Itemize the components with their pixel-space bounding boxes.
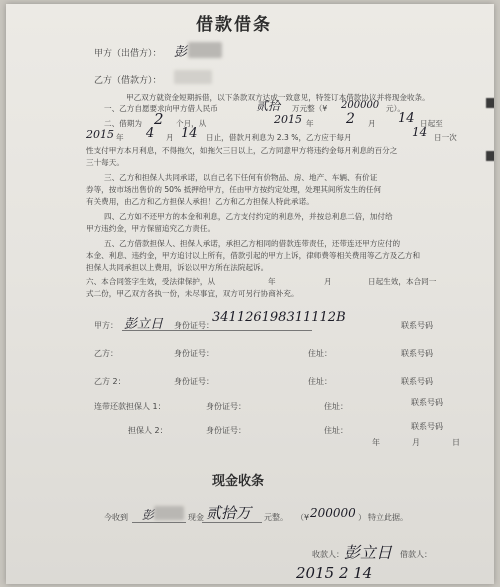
receipt-prefix: 今收到 [104, 513, 128, 522]
sig-address-label: 住址： [308, 377, 332, 386]
loan-contract-page [6, 4, 494, 584]
redacted-area [154, 506, 184, 520]
receipt-title: 现金收条 [212, 474, 265, 489]
page-mark [486, 151, 494, 161]
clause-4-line2: 甲方违约金，甲方保留追究乙方责任。 [86, 224, 216, 233]
clause-1-end: 元）。 [386, 104, 405, 113]
sig-address-label: 住址： [324, 426, 348, 435]
sig-party-guarantor-1: 连带还款担保人 1： [94, 402, 166, 411]
signer-id-number: 341126198311112B [212, 310, 346, 325]
sig-party-borrower: 乙方： [94, 349, 118, 358]
day-start-label: 日起至 [420, 119, 443, 128]
clause-2-rate: 日止，借款月利息为 2.3 %，乙方应于每月 [206, 133, 352, 142]
start-year: 2015 [274, 113, 302, 126]
sig-phone-label: 联系号码 [401, 321, 433, 330]
clause-5-line1: 五、乙方借款担保人、担保人承诺，承担乙方相同的借款连带责任，还带连还甲方应付的 [104, 239, 401, 248]
month-label: 月 [368, 119, 376, 128]
receipt-unit: 元整。 [264, 513, 288, 522]
sig-party-borrower-2: 乙方 2： [94, 377, 126, 386]
receipt-payer: 彭 [142, 508, 155, 522]
year-label: 年 [306, 119, 314, 128]
clause-6-effective: 日起生效，本合同一 [368, 277, 437, 286]
date-month-label: 月 [412, 438, 420, 447]
sig-id-label: 身份证号： [174, 349, 214, 358]
sig-address-label: 住址： [324, 402, 348, 411]
sig-party-guarantor-2: 担保人 2： [128, 426, 168, 435]
amount-number: 200000 [341, 100, 380, 111]
sig-id-label: 身份证号： [206, 426, 246, 435]
lender-label: 甲方（出借方）： [94, 49, 162, 59]
borrower-label: 乙方（借款方）： [94, 76, 162, 86]
clause-2-lead: 二、借期为 [104, 119, 142, 128]
redacted-area [174, 70, 212, 84]
clause-6-line2: 式二份，甲乙双方各执一份，未尽事宜，双方可另行协商补充。 [86, 289, 299, 298]
underline [132, 522, 186, 523]
sig-party-lender: 甲方： [94, 321, 118, 330]
contract-title: 借款借条 [196, 15, 272, 35]
pay-day: 14 [412, 125, 428, 139]
clause-3-line3: 有关费用，由乙方和乙方担保人承担！乙方和乙方担保人特此承诺。 [86, 197, 314, 206]
receipt-sign-date: 2015 2 14 [296, 564, 373, 582]
start-month: 2 [346, 111, 355, 127]
clause-2-from: 个月，从 [176, 119, 207, 128]
receiver-label: 收款人： [312, 550, 344, 559]
sig-phone-label: 联系号码 [411, 398, 443, 407]
clause-6-line1: 六、本合同签字生效，受法律保护，从 [86, 277, 216, 286]
sig-id-label: 身份证号： [206, 402, 246, 411]
receipt-amount-number: 200000 [310, 506, 356, 520]
year-label: 年 [116, 133, 124, 142]
end-year: 2015 [86, 128, 114, 141]
clause-2-end: 三十每天。 [86, 158, 124, 167]
clause-4-line1: 四、乙方如不还甲方的本金和利息，乙方支付约定的利息外，并按总利息二倍，加付给 [104, 212, 393, 221]
date-year-label: 年 [372, 438, 380, 447]
redacted-area [188, 42, 222, 58]
underline [202, 522, 262, 523]
sig-address-label: 住址： [308, 349, 332, 358]
clause-3-line2: 券等，按市场出售价的 50% 抵押给甲方，任由甲方按约定处理，处理其间所发生的任何 [86, 185, 382, 194]
start-day: 14 [398, 111, 415, 126]
receipt-cash: 现金 [188, 513, 204, 522]
underline [122, 330, 312, 331]
clause-5-line2: 本金、利息、违约金，甲方追讨以上所有，借款引起的甲方上诉，律师费等相关费用等乙方及乙方和 [86, 251, 421, 260]
year-label: 年 [268, 277, 276, 286]
sig-id-label: 身份证号： [174, 321, 214, 330]
sig-phone-label: 联系号码 [411, 422, 443, 431]
lender-signature: 彭立日 [124, 317, 164, 332]
date-day-label: 日 [452, 438, 460, 447]
intro-clause: 甲乙双方就资金短期拆借，以下条款双方达成一致意见，特签订本借款协议并将现金收条。 [126, 93, 430, 102]
receipt-amount-chinese: 贰拾万 [206, 504, 252, 522]
clause-5-line3: 担保人共同承担以上费用，诉讼以甲方所在法院起诉。 [86, 263, 269, 272]
period-months: 2 [154, 110, 164, 128]
receiver-tail: 借款人： [400, 550, 432, 559]
clause-1-text: 一、乙方自愿要求向甲方借人民币 [104, 104, 218, 113]
sig-phone-label: 联系号码 [401, 349, 433, 358]
page-mark [486, 98, 494, 108]
month-label: 月 [324, 277, 332, 286]
clause-2-once: 日一次 [434, 133, 457, 142]
sig-phone-label: 联系号码 [401, 377, 433, 386]
clause-3-line1: 三、乙方和担保人共同承诺，以自己名下任何有价物品、房、地产、车辆、有价证 [104, 173, 378, 182]
amount-chinese: 贰拾 [256, 99, 281, 113]
end-month: 4 [146, 126, 155, 141]
lender-name: 彭 [174, 45, 188, 60]
clause-2-cont: 性支付甲方本月利息，不得拖欠，如拖欠三日以上，乙方同意甲方将违约金每月利息的百分之 [86, 146, 398, 155]
clause-1-unit: 万元整（¥ [292, 104, 328, 113]
end-day: 14 [181, 126, 198, 141]
month-label: 月 [166, 133, 174, 142]
sig-id-label: 身份证号： [174, 377, 214, 386]
receiver-signature: 彭立日 [344, 543, 393, 562]
receipt-suffix: 特立此据。 [368, 513, 408, 522]
receipt-paren-open: （¥ [296, 513, 310, 522]
receipt-paren-close: ） [358, 513, 366, 522]
